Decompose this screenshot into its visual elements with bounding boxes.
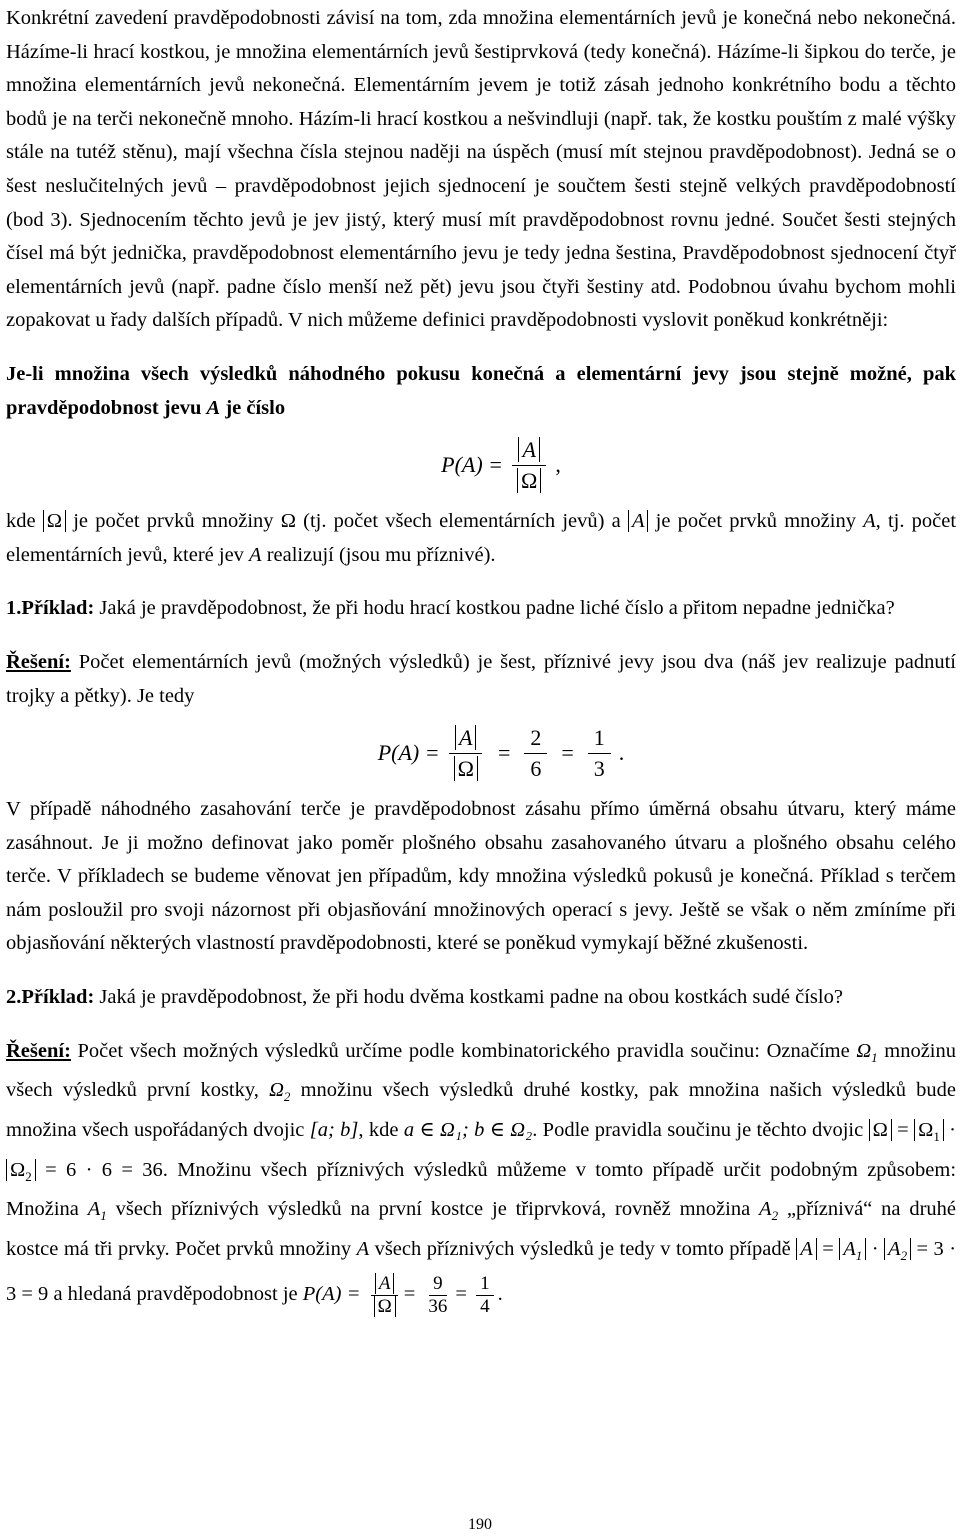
example-1-text: Jaká je pravděpodobnost, že při hodu hrací kostkou padne liché číslo a přitom nepadne jednička? xyxy=(99,597,895,620)
ex1-numerator: A xyxy=(455,725,476,750)
example-1-label: 1.Příklad: xyxy=(6,597,95,620)
ex1-denominator: Ω xyxy=(454,756,478,781)
ex1-tail: . xyxy=(618,740,625,766)
intro-paragraph: Konkrétní zavedení pravděpodobnosti závisí na tom, zda množina elementárních jevů je konečná nebo nekonečná. Házíme-li hrací kostkou, je množina elementárních jevů šestiprvková (tedy konečná). Házíme-li šipkou do terče, je množina elementárních jevů nekonečná. Elementárním jevem je totiž zásah jednoho konkrétního bodu a těchto bodů je na terči nekonečně mnoho. Házím-li hrací kostkou a nešvindluji (např. tak, že kostku pouštím z malé výšky stále na tutéž stěnu), mají všechna čísla stejnou naději na úspěch (musí mít stejnou pravděpodobnost). Jedná se o šest neslučitelných jevů – pravděpodobnost jejich sjednocení je součtem šesti stejně velkých pravděpodobností (bod 3). Sjednocením těchto jevů je jev jistý, který musí mít pravděpodobnost rovnu jedné. Součet šesti stejných čísel má být jednička, pravděpodobnost elementárního jevu je tedy jedna šestina, Pravděpodobnost sjednocení čtyř elementárních jevů (např. padne číslo menší než pět) jevu jsou čtyři šestiny atd. Podobnou úvahu bychom mohli zopakovat u řady dalších případů. V nich můžeme definici pravděpodobnosti vyslovit poněkud konkrétněji: xyxy=(6,7,956,332)
solution-1-label: Řešení: xyxy=(6,650,71,673)
definition-paragraph xyxy=(6,358,956,425)
final-tail: . xyxy=(497,1282,503,1305)
sol2-text-e: . Podle pravidla součinu je těchto dvojic xyxy=(532,1119,864,1142)
ex1-fraction-1 xyxy=(448,725,484,782)
definition-variable: A xyxy=(206,396,221,419)
set-a1: $A_1$ xyxy=(87,1198,107,1224)
page-number: 190 xyxy=(468,1516,492,1533)
count-omega-value: = 6 · 6 = 36 xyxy=(45,1158,163,1181)
formula-denominator: Ω xyxy=(517,468,541,493)
sol2-text-d: , kde xyxy=(358,1119,399,1142)
ex1-formula-lhs: P(A) = xyxy=(377,740,440,766)
final-f3-den: 4 xyxy=(480,1295,490,1317)
target-paragraph: V případě náhodného zasahování terče je pravděpodobnost zásahu přímo úměrná obsahu útvaru, který máme zasáhnout. Je ji možno definovat jako poměr plošného obsahu zasahovaného útvaru a plošného obsahu celého terče. V příkladech se budeme věnovat jen případům, kdy množina výsledků pokusů je konečná. Příklad s terčem nám posloužil pro svoji názornost při objasňování množinových operací s jevy. Ještě se však o něm zmíníme při objasňování některých vlastností pravděpodobnosti, které se poněkud vymykají běžné zkušenosti. xyxy=(6,798,956,955)
example-1 xyxy=(6,592,956,626)
count-omega1-abs: $\Omega_1$ xyxy=(914,1119,944,1141)
ex1-fraction-2 xyxy=(524,725,547,782)
formula-lhs: P(A) = xyxy=(441,452,503,478)
ex1-f2-den: 6 xyxy=(530,755,542,781)
example-2-text: Jaká je pravděpodobnost, že při hodu dvěma kostkami padne na obou kostkách sudé číslo? xyxy=(99,986,843,1009)
omega-2: $\Omega_2$ xyxy=(269,1079,291,1105)
where-text-5: , tj. počet elementárních jevů, které jev xyxy=(6,510,957,566)
count-a1-abs: $A_1$ xyxy=(839,1238,866,1260)
formula-numerator: A xyxy=(518,437,539,462)
count-a-abs: A xyxy=(796,1238,817,1260)
ex1-f2-num: 2 xyxy=(524,725,547,754)
where-paragraph xyxy=(6,505,956,572)
solution-1-text: Počet elementárních jevů (možných výsledků) je šest, příznivé jevy jsou dva (náš jev realizuje padnutí trojky a pětky). Je tedy xyxy=(6,650,956,707)
a-abs: A xyxy=(628,510,649,532)
count-a-value: = 3 · 3 = 9 xyxy=(6,1238,957,1305)
a-symbol-2: A xyxy=(249,543,262,566)
where-text-3: (tj. počet všech elementárních jevů) a xyxy=(303,510,621,533)
sol2-text-b: množinu všech výsledků první kostky, xyxy=(6,1039,956,1102)
final-f3-num: 1 xyxy=(476,1273,494,1296)
definition-text: Je-li množina všech výsledků náhodného pokusu konečná a elementární jevy jsou stejně možné, pak pravděpodobnost jevu xyxy=(6,362,956,419)
membership: a ∈ Ω₁; b ∈ Ω₂ xyxy=(403,1119,533,1142)
count-omega-abs: Ω xyxy=(869,1119,892,1141)
ex1-fraction-3 xyxy=(588,725,611,782)
definition-formula xyxy=(6,425,956,505)
sol2-text-g: všech příznivých výsledků na první kostce je třiprvková, rovněž množina xyxy=(115,1198,751,1221)
final-numerator: A xyxy=(375,1273,395,1294)
example-2-label: 2.Příklad: xyxy=(6,986,95,1009)
omega-symbol: Ω xyxy=(280,510,296,533)
where-text-2: je počet prvků množiny xyxy=(73,510,274,533)
document-page xyxy=(6,0,956,1318)
omega-1: $\Omega_1$ xyxy=(856,1039,878,1065)
set-a: A xyxy=(356,1238,370,1261)
ex1-equals-1: = xyxy=(497,740,511,766)
example-2 xyxy=(6,981,956,1015)
count-omega2-abs: $\Omega_2$ xyxy=(6,1159,36,1181)
sol2-text-h: „příznivá“ na druhé kostce má tři prvky. Počet prvků množiny xyxy=(6,1198,956,1261)
definition-end: je číslo xyxy=(225,396,286,419)
a-symbol: A xyxy=(863,510,876,533)
final-f2-num: 9 xyxy=(429,1273,447,1296)
formula-fraction xyxy=(511,437,547,494)
final-fraction-1 xyxy=(370,1273,400,1318)
set-a2: $A_2$ xyxy=(759,1198,779,1224)
where-text-1: kde xyxy=(6,510,36,533)
count-a2-abs: $A_2$ xyxy=(884,1238,911,1260)
ordered-pair: [a; b] xyxy=(309,1119,359,1142)
sol2-text-a: Počet všech možných výsledků určíme podle kombinatorického pravidla součinu: Označíme xyxy=(77,1039,850,1062)
where-text-4: je počet prvků množiny xyxy=(655,510,856,533)
ex1-f3-den: 3 xyxy=(593,755,605,781)
final-fraction-3 xyxy=(476,1273,494,1318)
solution-2-label: Řešení: xyxy=(6,1039,71,1062)
where-text-6: realizují (jsou mu příznivé). xyxy=(266,543,496,566)
sol2-text-c: množinu všech výsledků druhé kostky, pak množina našich výsledků bude množina všech uspořádaných dvojic xyxy=(6,1079,957,1142)
sol2-text-j: a hledaná pravděpodobnost je xyxy=(53,1282,298,1305)
final-lhs: P(A) = xyxy=(302,1282,361,1305)
sol2-text-f: . Množinu všech příznivých výsledků můžeme v tomto případě určit podobným způsobem: Množina xyxy=(6,1158,957,1221)
omega-abs: Ω xyxy=(43,510,66,532)
formula-tail: , xyxy=(555,452,561,478)
ex1-equals-2: = xyxy=(561,740,574,766)
sol2-text-i: všech příznivých výsledků je tedy v tomto případě xyxy=(374,1238,791,1261)
final-fraction-2 xyxy=(424,1273,451,1318)
solution-1 xyxy=(6,646,956,713)
solution-1-formula xyxy=(6,713,956,793)
final-f2-den: 36 xyxy=(428,1295,448,1317)
solution-2: Řešení: Počet všech možných výsledků určíme podle kombinatorického pravidla součinu: Označíme $\Omega_1$ množinu všech výsledků první kostky, $\Omega_2$ množinu všech výsledků druhé kostky, pak množina našich výsledků bude množina všech uspořádaných dvojic [a; b], kde a ∈ Ω₁; b ∈ Ω₂. Podle pravidla součinu je těchto dvojic $\Omega = \Omega_1 \cdot \Omega_2 = 6 \cdot 6 = 36$. Množinu všech příznivých výsledků můžeme v tomto případě určit podobným způsobem: Množina $A_1$ všech příznivých výsledků na první kostce je třiprvková, rovněž množina $A_2$ „příznivá“ na druhé kostce má tři prvky. Počet prvků množiny A všech příznivých výsledků je tedy v tomto případě $A = A_1 \cdot A_2 = 3 \cdot 3 = 9$ a hledaná pravděpodobnost je P(A) = $\frac{A}{\Omega}$ = $\frac{9}{36}$ = $\frac{1}{4}$ . xyxy=(6,1039,957,1317)
final-denominator: Ω xyxy=(374,1296,396,1317)
ex1-f3-num: 1 xyxy=(588,725,611,754)
